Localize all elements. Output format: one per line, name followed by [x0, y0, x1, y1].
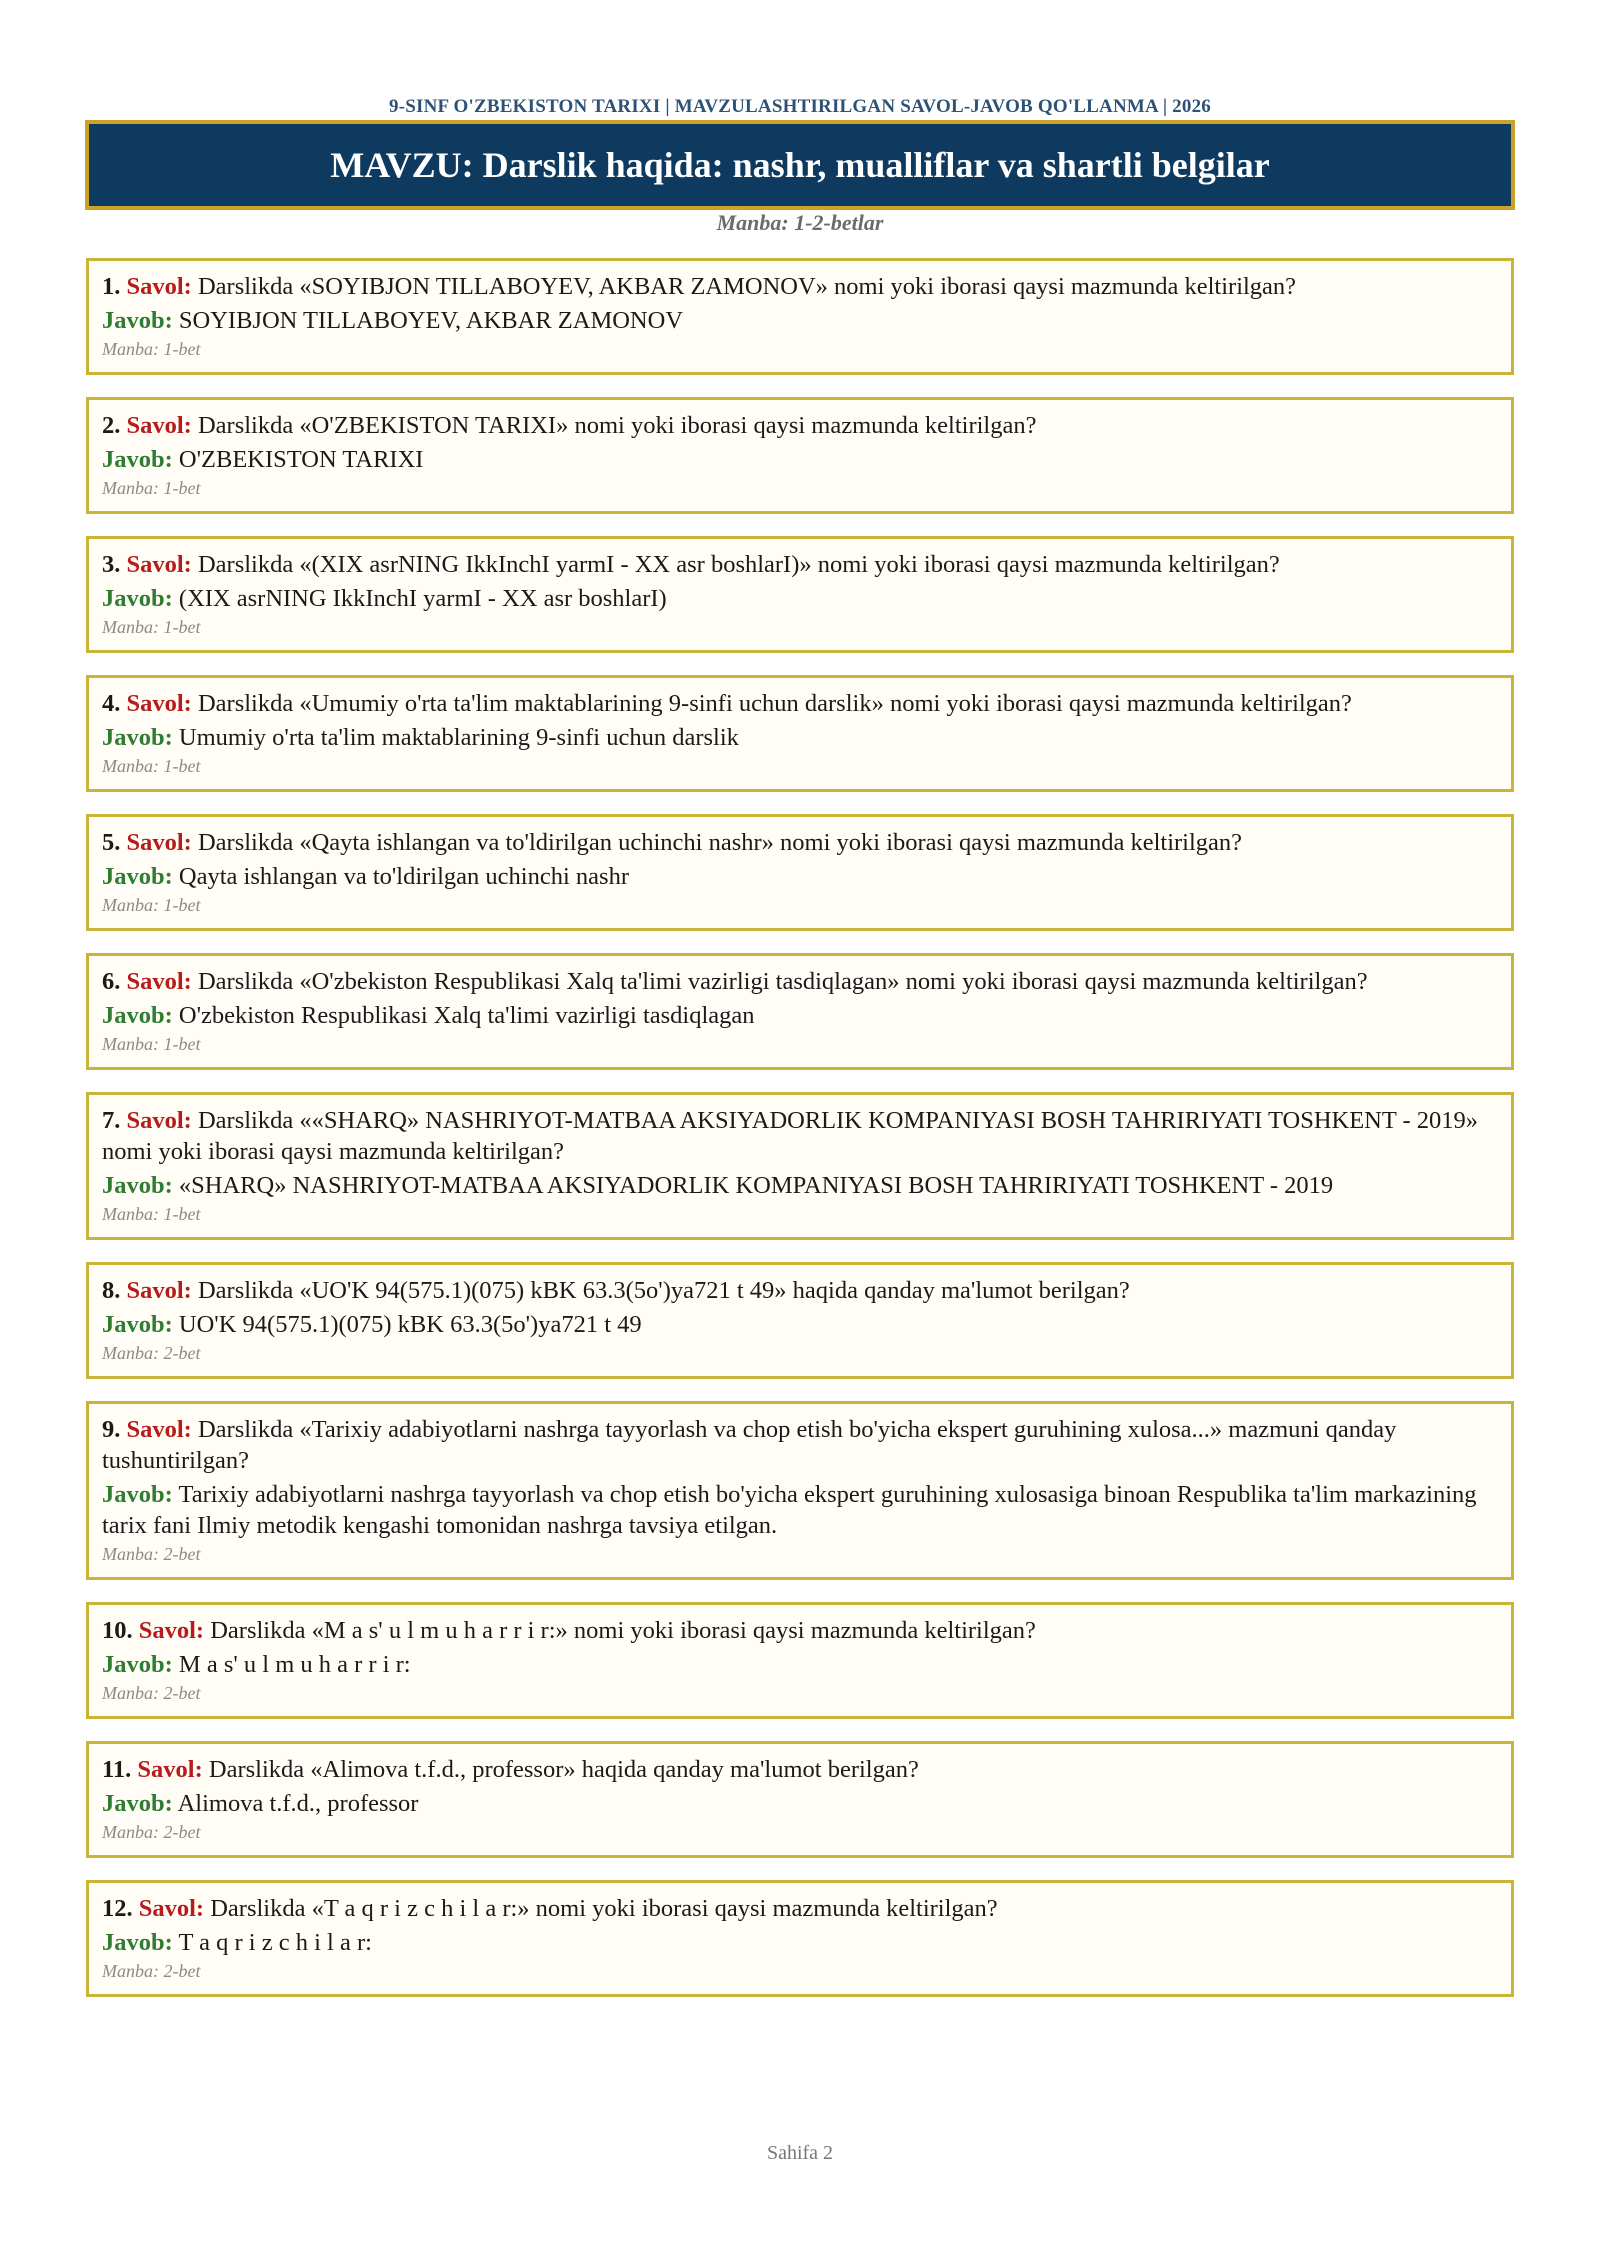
answer-text: T a q r i z c h i l a r: — [178, 1929, 372, 1956]
answer-text: SOYIBJON TILLABOYEV, AKBAR ZAMONOV — [178, 307, 684, 334]
answer-line — [102, 1170, 1498, 1201]
question-line — [102, 1275, 1498, 1306]
answer-text: Umumiy o'rta ta'lim maktablarining 9-sinfi uchun darslik — [178, 724, 739, 751]
question-text: Darslikda «(XIX asrNING IkkInchI yarmI - XX asr boshlarI)» nomi yoki iborasi qaysi mazmunda keltirilgan? — [197, 551, 1280, 578]
question-label: Savol: — [138, 1617, 205, 1644]
question-text: Darslikda «Qayta ishlangan va to'ldirilgan uchinchi nashr» nomi yoki iborasi qaysi mazmunda keltirilgan? — [197, 829, 1243, 856]
question-label: Savol: — [137, 1756, 203, 1783]
qa-card — [86, 1092, 1514, 1240]
answer-text: Tarixiy adabiyotlarni nashrga tayyorlash va chop etish bo'yicha ekspert guruhining xulosasiga binoan Respublika ta'lim markazining tarix fani Ilmiy metodik kengashi tomonidan nashrga tavsiya etilgan. — [102, 1481, 1477, 1539]
item-source: Manba: 1-bet — [102, 1034, 201, 1054]
answer-line — [102, 1000, 1498, 1031]
qa-card — [86, 1602, 1514, 1719]
answer-label: Javob: — [102, 446, 173, 473]
question-number: 2. — [102, 412, 121, 439]
question-line — [102, 271, 1498, 302]
question-label: Savol: — [126, 968, 192, 995]
answer-label: Javob: — [102, 1311, 173, 1338]
question-number: 9. — [102, 1416, 121, 1443]
answer-line — [102, 1479, 1498, 1541]
answer-line — [102, 444, 1498, 475]
answer-label: Javob: — [102, 307, 173, 334]
question-text: Darslikda «Alimova t.f.d., professor» haqida qanday ma'lumot berilgan? — [208, 1756, 919, 1783]
question-number: 6. — [102, 968, 121, 995]
question-text: Darslikda «M a s' u l m u h a r r i r:» nomi yoki iborasi qaysi mazmunda keltirilgan? — [210, 1617, 1036, 1644]
topic-source: Manba: 1-2-betlar — [716, 210, 884, 235]
question-number: 1. — [102, 273, 121, 300]
answer-text: Alimova t.f.d., professor — [177, 1790, 419, 1817]
qa-card — [86, 953, 1514, 1070]
qa-card — [86, 1880, 1514, 1997]
item-source: Manba: 1-bet — [102, 1204, 201, 1224]
qa-card — [86, 1741, 1514, 1858]
item-source: Manba: 1-bet — [102, 895, 201, 915]
qa-card — [86, 258, 1514, 375]
answer-text: UO'K 94(575.1)(075) kBK 63.3(5o')ya721 t 49 — [178, 1311, 642, 1338]
answer-label: Javob: — [102, 863, 173, 890]
answer-label: Javob: — [102, 1172, 173, 1199]
question-text: Darslikda «SOYIBJON TILLABOYEV, AKBAR ZAMONOV» nomi yoki iborasi qaysi mazmunda keltirilgan? — [197, 273, 1297, 300]
answer-text: O'zbekiston Respublikasi Xalq ta'limi vazirligi tasdiqlagan — [178, 1002, 755, 1029]
answer-text: O'ZBEKISTON TARIXI — [178, 446, 424, 473]
question-line — [102, 688, 1498, 719]
item-source: Manba: 2-bet — [102, 1961, 201, 1981]
question-number: 7. — [102, 1107, 121, 1134]
question-text: Darslikda «T a q r i z c h i l a r:» nomi yoki iborasi qaysi mazmunda keltirilgan? — [210, 1895, 998, 1922]
answer-line — [102, 861, 1498, 892]
qa-card — [86, 536, 1514, 653]
qa-card — [86, 397, 1514, 514]
answer-line — [102, 1788, 1498, 1819]
question-text: Darslikda ««SHARQ» NASHRIYOT-MATBAA AKSIYADORLIK KOMPANIYASI BOSH TAHRIRIYATI TOSHKENT - 2019» nomi yoki iborasi qaysi mazmunda keltirilgan? — [102, 1107, 1479, 1165]
answer-label: Javob: — [102, 1481, 173, 1508]
answer-line — [102, 1309, 1498, 1340]
answer-line — [102, 722, 1498, 753]
answer-line — [102, 1927, 1498, 1958]
answer-text: Qayta ishlangan va to'ldirilgan uchinchi nashr — [178, 863, 629, 890]
page-number: Sahifa 2 — [766, 2142, 834, 2164]
answer-line — [102, 583, 1498, 614]
item-source: Manba: 2-bet — [102, 1544, 201, 1564]
question-line — [102, 827, 1498, 858]
question-line — [102, 549, 1498, 580]
question-number: 11. — [102, 1756, 132, 1783]
qa-card — [86, 675, 1514, 792]
answer-label: Javob: — [102, 585, 173, 612]
question-label: Savol: — [126, 551, 192, 578]
answer-line — [102, 305, 1498, 336]
question-label: Savol: — [138, 1895, 205, 1922]
answer-label: Javob: — [102, 1929, 173, 1956]
qa-card — [86, 814, 1514, 931]
answer-label: Javob: — [102, 1002, 173, 1029]
question-number: 5. — [102, 829, 121, 856]
question-text: Darslikda «Umumiy o'rta ta'lim maktablarining 9-sinfi uchun darslik» nomi yoki iborasi qaysi mazmunda keltirilgan? — [197, 690, 1352, 717]
answer-text: «SHARQ» NASHRIYOT-MATBAA AKSIYADORLIK KOMPANIYASI BOSH TAHRIRIYATI TOSHKENT - 2019 — [178, 1172, 1334, 1199]
qa-list — [86, 258, 1514, 2019]
question-number: 8. — [102, 1277, 121, 1304]
question-label: Savol: — [126, 1416, 192, 1443]
answer-line — [102, 1649, 1498, 1680]
item-source: Manba: 1-bet — [102, 339, 201, 359]
item-source: Manba: 1-bet — [102, 478, 201, 498]
topic-title: MAVZU: Darslik haqida: nashr, mualliflar va shartli belgilar — [330, 145, 1270, 185]
answer-text: (XIX asrNING IkkInchI yarmI - XX asr boshlarI) — [178, 585, 667, 612]
question-label: Savol: — [126, 273, 192, 300]
question-text: Darslikda «UO'K 94(575.1)(075) kBK 63.3(5o')ya721 t 49» haqida qanday ma'lumot berilgan? — [197, 1277, 1130, 1304]
topic-title-banner — [85, 120, 1515, 210]
question-label: Savol: — [126, 412, 192, 439]
question-line — [102, 1615, 1498, 1646]
question-label: Savol: — [126, 1277, 192, 1304]
question-number: 10. — [102, 1617, 133, 1644]
question-number: 12. — [102, 1895, 133, 1922]
question-label: Savol: — [126, 1107, 192, 1134]
question-text: Darslikda «O'ZBEKISTON TARIXI» nomi yoki iborasi qaysi mazmunda keltirilgan? — [197, 412, 1037, 439]
answer-label: Javob: — [102, 724, 173, 751]
qa-card — [86, 1262, 1514, 1379]
item-source: Manba: 1-bet — [102, 617, 201, 637]
answer-label: Javob: — [102, 1790, 173, 1817]
question-line — [102, 1893, 1498, 1924]
question-number: 3. — [102, 551, 121, 578]
question-line — [102, 1105, 1498, 1167]
question-line — [102, 966, 1498, 997]
item-source: Manba: 2-bet — [102, 1683, 201, 1703]
answer-text: M a s' u l m u h a r r i r: — [178, 1651, 411, 1678]
question-number: 4. — [102, 690, 121, 717]
running-header: 9-SINF O'ZBEKISTON TARIXI | MAVZULASHTIRILGAN SAVOL-JAVOB QO'LLANMA | 2026 — [389, 96, 1211, 117]
item-source: Manba: 1-bet — [102, 756, 201, 776]
answer-label: Javob: — [102, 1651, 173, 1678]
qa-card — [86, 1401, 1514, 1580]
question-line — [102, 1754, 1498, 1785]
question-text: Darslikda «Tarixiy adabiyotlarni nashrga tayyorlash va chop etish bo'yicha ekspert guruhining xulosa...» mazmuni qanday tushuntirilgan? — [102, 1416, 1397, 1474]
question-line — [102, 410, 1498, 441]
question-line — [102, 1414, 1498, 1476]
question-label: Savol: — [126, 690, 192, 717]
question-label: Savol: — [126, 829, 192, 856]
item-source: Manba: 2-bet — [102, 1343, 201, 1363]
item-source: Manba: 2-bet — [102, 1822, 201, 1842]
question-text: Darslikda «O'zbekiston Respublikasi Xalq ta'limi vazirligi tasdiqlagan» nomi yoki iborasi qaysi mazmunda keltirilgan? — [197, 968, 1368, 995]
